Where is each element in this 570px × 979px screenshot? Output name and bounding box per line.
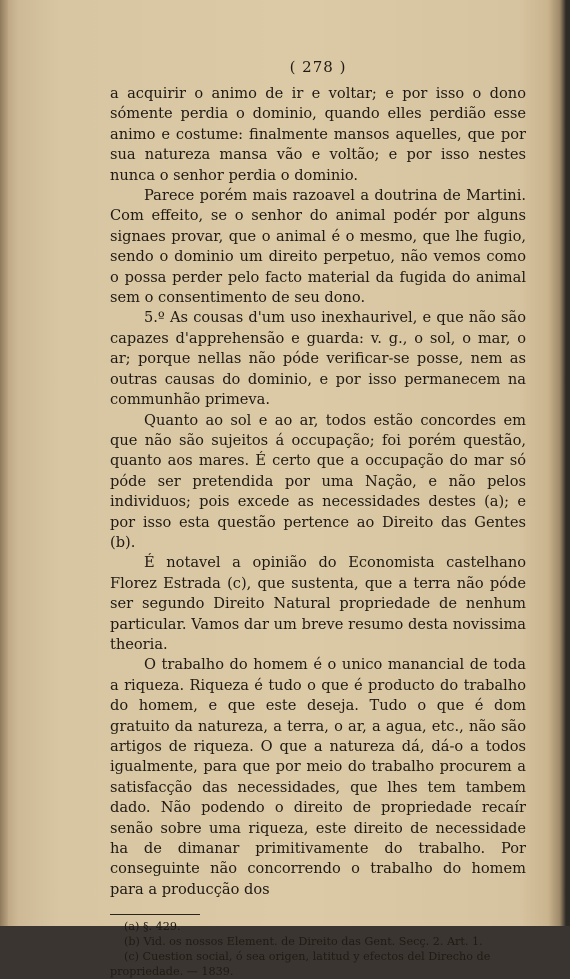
paragraph: Parece porém mais razoavel a doutrina de Martini. Com effeito, se o senhor do animal podér por alguns signaes provar, que o animal é o mesmo, que lhe fugio, sendo o dominio um direito perpetuo, não vemos como o possa perder pelo facto material da fugida do animal sem o consentimento de seu dono. xyxy=(110,187,526,307)
footnote-rule xyxy=(110,914,200,915)
paragraph: Quanto ao sol e ao ar, todos estão concordes em que não são sujeitos á occupação; foi porém questão, quanto aos mares. É certo que a occupação do mar só póde ser pretendida por uma Nação, e não pelos individuos; pois excede as necessidades destes (a); e por isso esta questão pertence ao Direito das Gentes (b). xyxy=(110,411,526,551)
footnote: (a) §. 429. xyxy=(124,920,181,934)
footnotes xyxy=(110,919,526,979)
footnote: (b) Vid. os nossos Element. de Direito das Gent. Secç. 2. Art. 1. xyxy=(124,935,483,949)
paragraph: É notavel a opinião do Economista castelhano Florez Estrada (c), que sustenta, que a terra não póde ser segundo Direito Natural propriedade de nenhum particular. Vamos dar um breve resumo desta novissima theoria. xyxy=(110,554,526,653)
paragraph: O trabalho do homem é o unico manancial de toda a riqueza. Riqueza é tudo o que é producto do trabalho do homem, e que este deseja. Tudo o que é dom gratuito da natureza, a terra, o ar, a agua, etc., não são artigos de riqueza. O que a natureza dá, dá-o a todos igualmente, para que por meio do trabalho procurem a satisfacção das necessidades, que lhes tem tambem dado. Não podendo o direito de propriedade recaír senão sobre uma riqueza, este direito de necessidade ha de dimanar primitivamente do trabalho. Por conseguinte não concorrendo o trabalho do homem para a producção dos xyxy=(110,656,526,898)
footnote: (c) Cuestion social, ó sea origen, latitud y efectos del Direcho de propriedade. — 1839. xyxy=(110,950,491,979)
body-text xyxy=(110,84,526,900)
page-gutter xyxy=(0,0,8,926)
page-number: ( 278 ) xyxy=(289,58,347,76)
paragraph: a acquirir o animo de ir e voltar; e por isso o dono sómente perdia o dominio, quando elles perdião esse animo e costume: finalmente mansos aquelles, que por sua natureza mansa vão e voltão; e por isso nestes nunca o senhor perdia o dominio. xyxy=(110,85,526,184)
text-block xyxy=(110,58,526,979)
paragraph: 5.º As cousas d'um uso inexhaurivel, e que não são capazes d'apprehensão e guarda: v. g., o sol, o mar, o ar; porque nellas não póde verificar-se posse, nem as outras causas do dominio, e por isso permanecem na communhão primeva. xyxy=(110,309,526,409)
